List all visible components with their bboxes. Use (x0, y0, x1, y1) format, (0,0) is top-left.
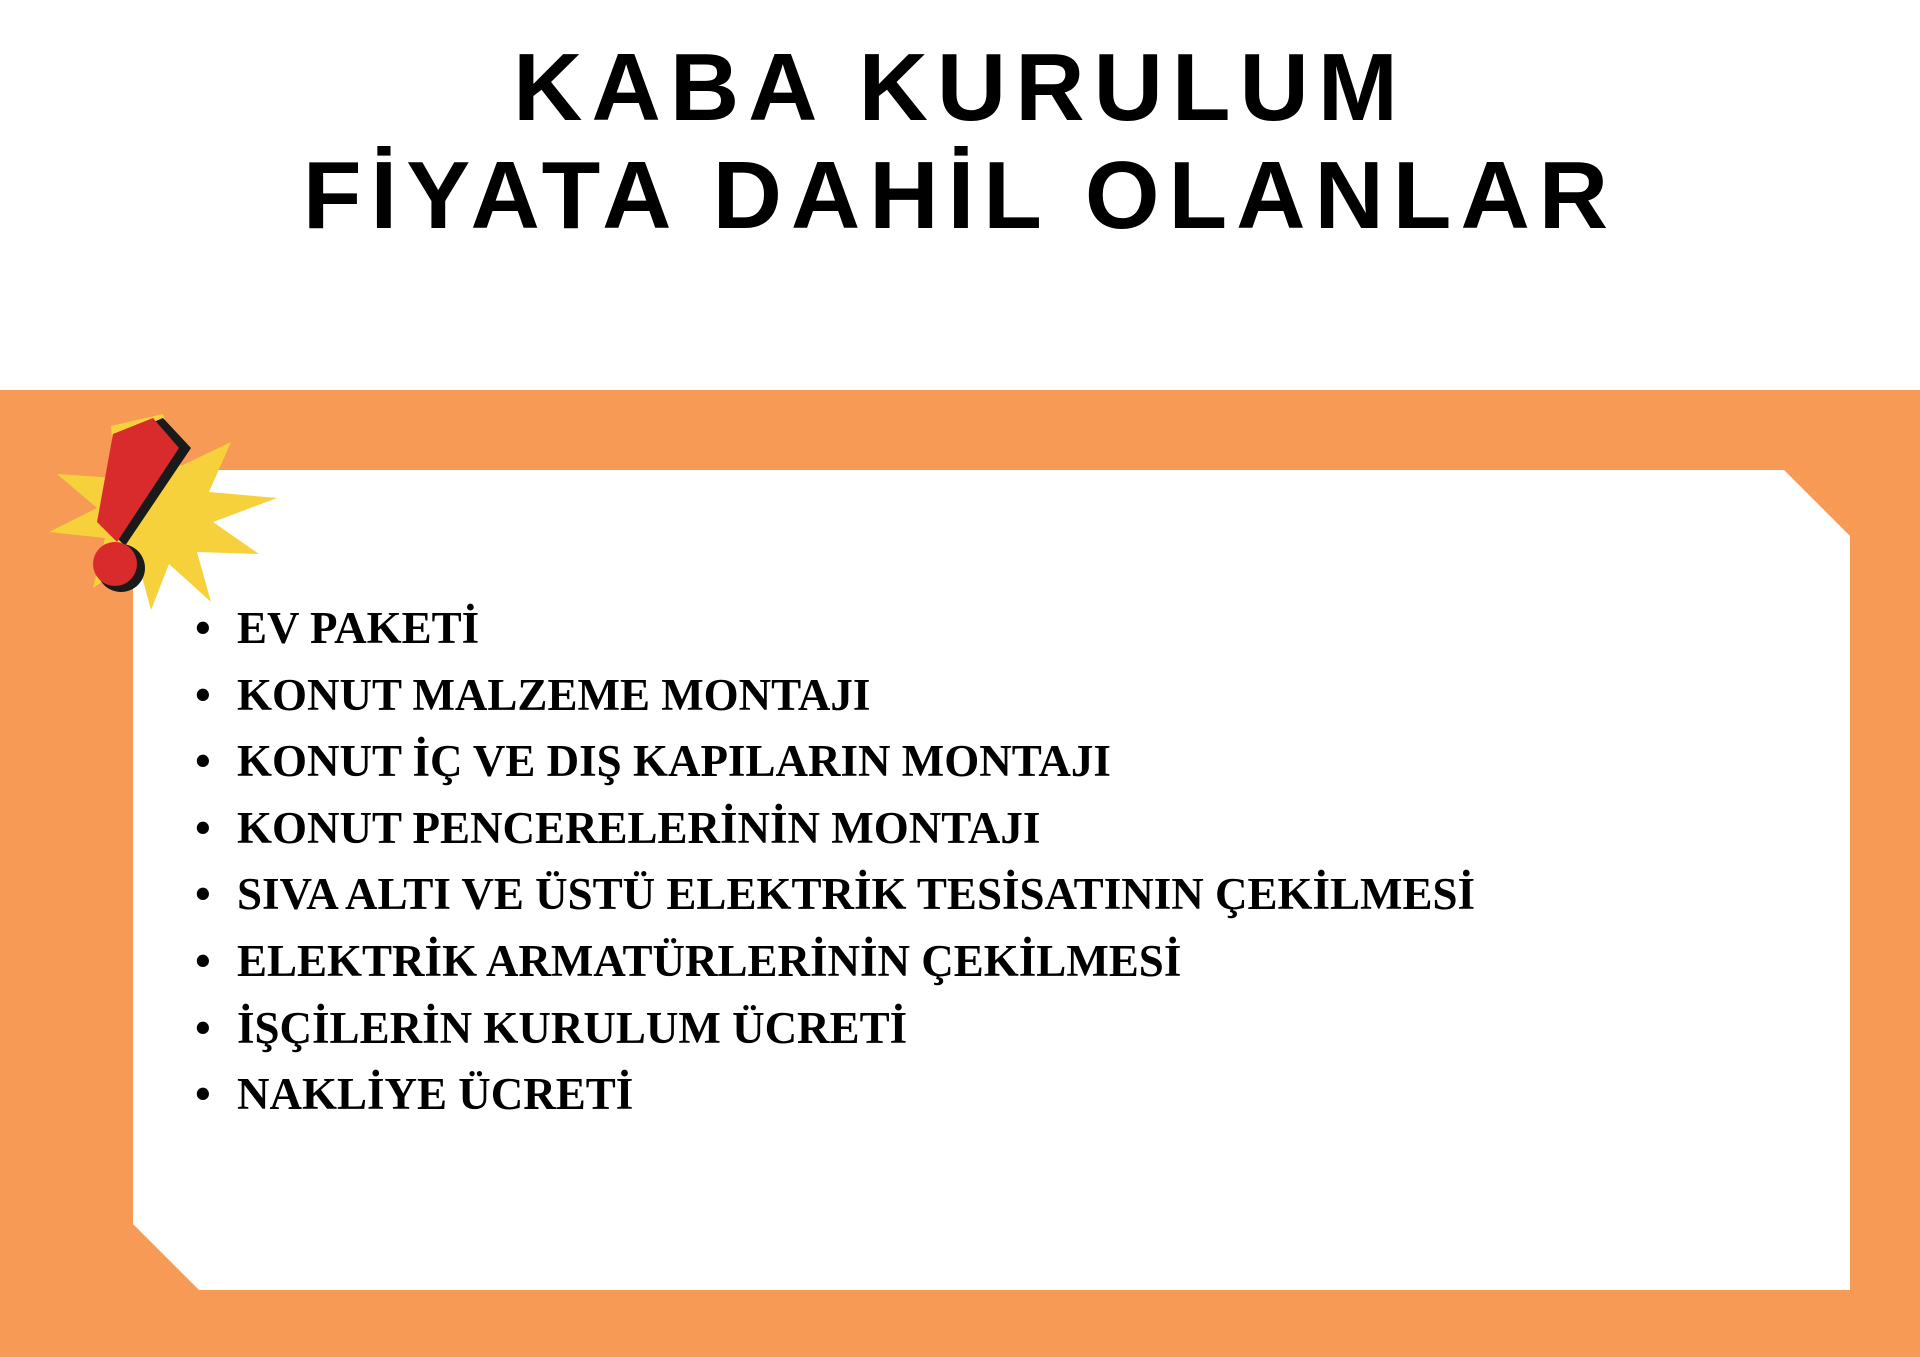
list-item: • NAKLİYE ÜCRETİ (195, 1061, 1815, 1128)
title-block (0, 0, 1920, 390)
list-item: • ELEKTRİK ARMATÜRLERİNİN ÇEKİLMESİ (195, 928, 1815, 995)
list-item: • EV PAKETİ (195, 595, 1815, 662)
list-item: • KONUT MALZEME MONTAJI (195, 662, 1815, 729)
included-items-list (195, 595, 1815, 1128)
list-item: • KONUT İÇ VE DIŞ KAPILARIN MONTAJI (195, 728, 1815, 795)
list-item: • İŞÇİLERİN KURULUM ÜCRETİ (195, 995, 1815, 1062)
page-title-line-2: FİYATA DAHİL OLANLAR (302, 142, 1618, 250)
list-item: • KONUT PENCERELERİNİN MONTAJI (195, 795, 1815, 862)
exclamation-burst-icon (45, 412, 285, 612)
page-title-line-1: KABA KURULUM (513, 34, 1407, 141)
list-item: • SIVA ALTI VE ÜSTÜ ELEKTRİK TESİSATININ ÇEKİLMESİ (195, 861, 1815, 928)
